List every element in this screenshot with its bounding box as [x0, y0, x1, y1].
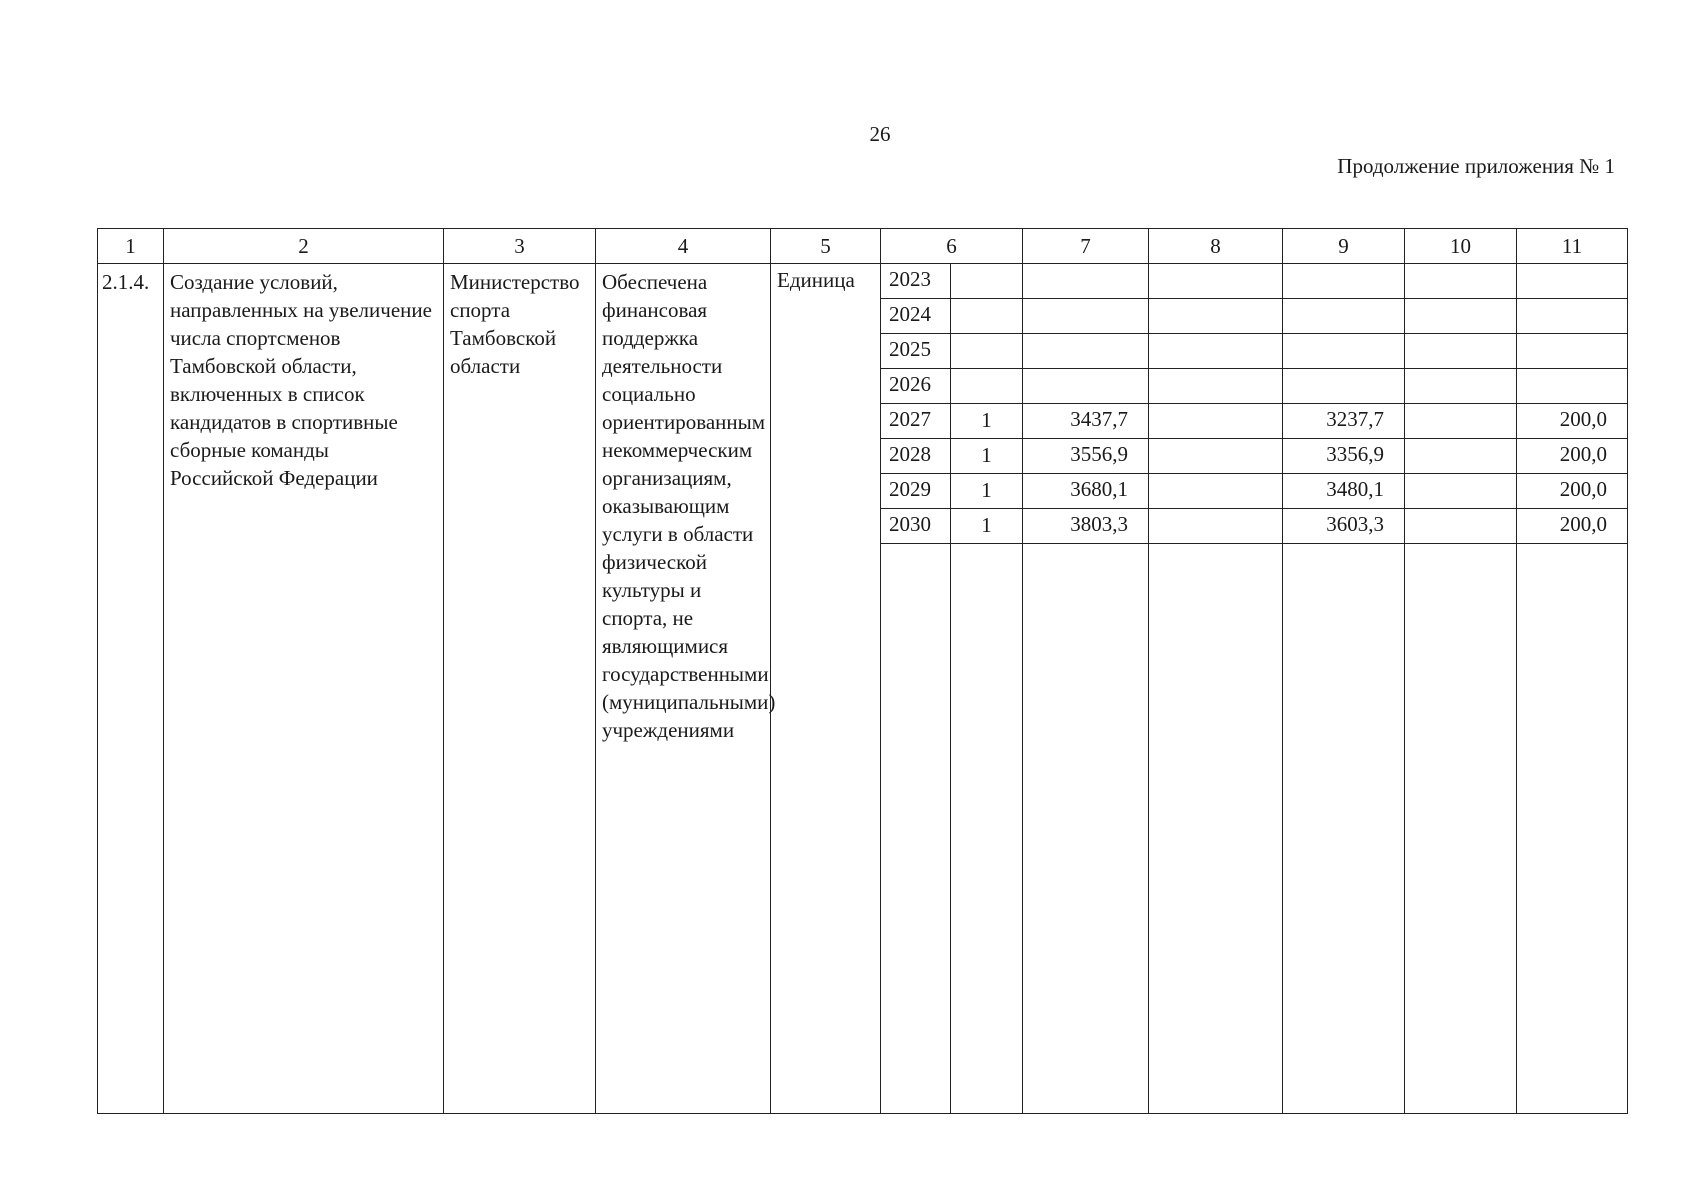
activity-name: Создание условий, направленных на увеличение числа спортсменов Тамбовской области, включенных в список кандидатов в спортивные сборные команды Российской Федерации — [170, 270, 432, 490]
total: 3556,9 — [1070, 442, 1128, 466]
federal — [1149, 369, 1282, 372]
filler-cell — [881, 544, 951, 1114]
qty-cell — [951, 509, 1023, 544]
header-cell: 4 — [596, 229, 771, 264]
total-cell — [1023, 509, 1149, 544]
total-cell — [1023, 334, 1149, 369]
mun-cell — [1405, 509, 1517, 544]
year: 2026 — [889, 372, 931, 396]
reg-cell — [1283, 404, 1405, 439]
row-number: 2.1.4. — [102, 270, 150, 294]
fed-cell — [1149, 299, 1283, 334]
municipal — [1405, 264, 1516, 267]
extrabudget — [1517, 369, 1627, 372]
mun-cell — [1405, 299, 1517, 334]
regional: 3356,9 — [1326, 442, 1384, 466]
row-number-cell — [98, 264, 164, 1114]
qty — [951, 334, 1022, 338]
reg-cell — [1283, 369, 1405, 404]
federal — [1149, 264, 1282, 267]
year-cell — [881, 439, 951, 474]
fed-cell — [1149, 509, 1283, 544]
total-cell — [1023, 369, 1149, 404]
row-result-cell — [596, 264, 776, 1114]
qty-cell — [951, 334, 1023, 369]
extra-cell — [1517, 404, 1628, 439]
page-number: 26 — [869, 122, 891, 146]
qty: 1 — [981, 478, 992, 502]
unit: Единица — [777, 268, 855, 292]
fed-cell — [1149, 334, 1283, 369]
fed-cell — [1149, 369, 1283, 404]
year: 2025 — [889, 337, 931, 361]
total-cell — [1023, 299, 1149, 334]
header-cell: 1 — [98, 229, 164, 264]
row-executor-cell — [444, 264, 596, 1114]
result: Обеспечена финансовая поддержка деятельности социально ориентированным некоммерческим организациям, оказывающим услуги в области физической культуры и спорта, не являющимися государственными (муниципальными) учреждениями — [602, 270, 776, 742]
total-cell — [1023, 439, 1149, 474]
filler-cell — [1517, 544, 1628, 1114]
header-cell: 8 — [1149, 229, 1283, 264]
header-cell: 5 — [771, 229, 881, 264]
extra-cell — [1517, 509, 1628, 544]
mun-cell — [1405, 439, 1517, 474]
reg-cell — [1283, 334, 1405, 369]
header-cell: 3 — [444, 229, 596, 264]
qty: 1 — [981, 513, 992, 537]
federal — [1149, 509, 1282, 512]
federal — [1149, 299, 1282, 302]
filler-cell — [1023, 544, 1149, 1114]
filler-cell — [951, 544, 1023, 1114]
year-cell — [881, 509, 951, 544]
regional — [1283, 299, 1404, 302]
header-row — [98, 229, 1628, 264]
filler-cell — [1149, 544, 1283, 1114]
qty-cell — [951, 404, 1023, 439]
year-cell — [881, 404, 951, 439]
year-cell — [881, 264, 951, 299]
total — [1023, 369, 1148, 372]
qty: 1 — [981, 408, 992, 432]
federal — [1149, 334, 1282, 337]
qty-cell — [951, 299, 1023, 334]
table-row — [98, 264, 1628, 299]
extra-cell — [1517, 264, 1628, 299]
qty-cell — [951, 439, 1023, 474]
total-cell — [1023, 404, 1149, 439]
year-cell — [881, 474, 951, 509]
qty — [951, 264, 1022, 268]
municipal — [1405, 334, 1516, 337]
federal — [1149, 404, 1282, 407]
row-name-cell — [164, 264, 444, 1114]
year: 2024 — [889, 302, 931, 326]
header-cell: 10 — [1405, 229, 1517, 264]
mun-cell — [1405, 404, 1517, 439]
extrabudget: 200,0 — [1559, 407, 1607, 431]
extrabudget: 200,0 — [1559, 512, 1607, 536]
extra-cell — [1517, 474, 1628, 509]
qty-cell — [951, 369, 1023, 404]
executor: Министерство спорта Тамбовской области — [450, 270, 580, 378]
extra-cell — [1517, 439, 1628, 474]
extra-cell — [1517, 334, 1628, 369]
year: 2030 — [889, 512, 931, 536]
fed-cell — [1149, 404, 1283, 439]
total-cell — [1023, 264, 1149, 299]
reg-cell — [1283, 509, 1405, 544]
header-cell: 9 — [1283, 229, 1405, 264]
fed-cell — [1149, 439, 1283, 474]
extrabudget: 200,0 — [1559, 477, 1607, 501]
extrabudget: 200,0 — [1559, 442, 1607, 466]
year: 2027 — [889, 407, 931, 431]
header-cell: 11 — [1517, 229, 1628, 264]
total — [1023, 334, 1148, 337]
header-cell: 6 — [881, 229, 1023, 264]
year-cell — [881, 334, 951, 369]
reg-cell — [1283, 264, 1405, 299]
total: 3680,1 — [1070, 477, 1128, 501]
continuation-label: Продолжение приложения № 1 — [1337, 154, 1615, 178]
municipal — [1405, 474, 1516, 477]
fed-cell — [1149, 474, 1283, 509]
filler-cell — [1283, 544, 1405, 1114]
row-unit-cell — [771, 264, 881, 1114]
regional: 3237,7 — [1326, 407, 1384, 431]
municipal — [1405, 439, 1516, 442]
fed-cell — [1149, 264, 1283, 299]
total: 3803,3 — [1070, 512, 1128, 536]
total — [1023, 299, 1148, 302]
filler-cell — [1405, 544, 1517, 1114]
reg-cell — [1283, 299, 1405, 334]
header-cell: 7 — [1023, 229, 1149, 264]
mun-cell — [1405, 474, 1517, 509]
plan-table — [97, 228, 1628, 1114]
extrabudget — [1517, 264, 1627, 267]
federal — [1149, 474, 1282, 477]
plan-table-wrapper — [97, 228, 1627, 1114]
mun-cell — [1405, 369, 1517, 404]
extra-cell — [1517, 369, 1628, 404]
year: 2028 — [889, 442, 931, 466]
mun-cell — [1405, 334, 1517, 369]
year: 2029 — [889, 477, 931, 501]
header-cell: 2 — [164, 229, 444, 264]
total — [1023, 264, 1148, 267]
regional: 3603,3 — [1326, 512, 1384, 536]
qty-cell — [951, 264, 1023, 299]
year-cell — [881, 369, 951, 404]
municipal — [1405, 404, 1516, 407]
regional — [1283, 369, 1404, 372]
extra-cell — [1517, 299, 1628, 334]
regional: 3480,1 — [1326, 477, 1384, 501]
total: 3437,7 — [1070, 407, 1128, 431]
municipal — [1405, 299, 1516, 302]
reg-cell — [1283, 474, 1405, 509]
year: 2023 — [889, 267, 931, 291]
qty: 1 — [981, 443, 992, 467]
reg-cell — [1283, 439, 1405, 474]
mun-cell — [1405, 264, 1517, 299]
regional — [1283, 264, 1404, 267]
year-cell — [881, 299, 951, 334]
municipal — [1405, 369, 1516, 372]
qty — [951, 299, 1022, 303]
regional — [1283, 334, 1404, 337]
total-cell — [1023, 474, 1149, 509]
qty — [951, 369, 1022, 373]
municipal — [1405, 509, 1516, 512]
qty-cell — [951, 474, 1023, 509]
extrabudget — [1517, 299, 1627, 302]
extrabudget — [1517, 334, 1627, 337]
federal — [1149, 439, 1282, 442]
